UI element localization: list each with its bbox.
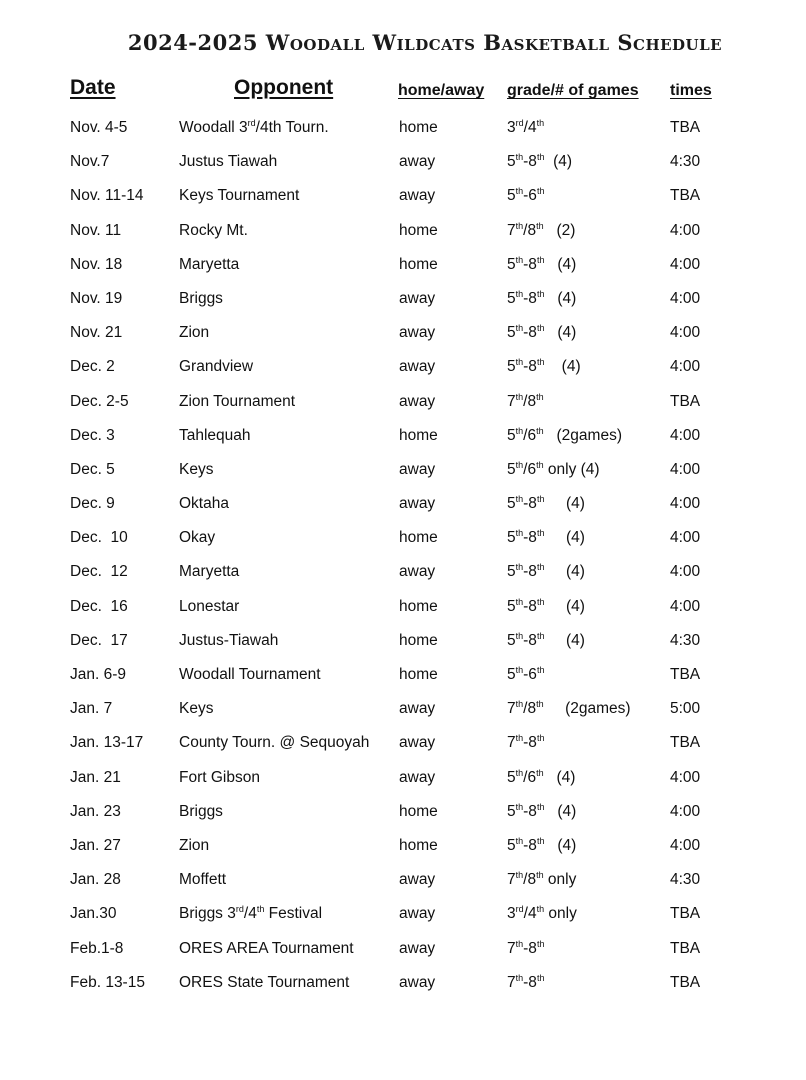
- row-time: 4:30: [670, 631, 701, 649]
- row-home-away: home: [399, 836, 438, 854]
- table-row: [0, 761, 806, 795]
- row-home-away: home: [399, 529, 438, 547]
- row-opponent: Keys Tournament: [179, 187, 300, 205]
- row-date: Feb.1-8: [70, 939, 124, 957]
- row-home-away: home: [399, 221, 438, 239]
- row-time: 4:00: [670, 529, 701, 547]
- row-time: 4:00: [670, 324, 701, 342]
- table-row: [0, 863, 806, 897]
- row-home-away: away: [399, 563, 436, 581]
- table-row: [0, 111, 806, 145]
- header-date: Date: [70, 76, 116, 99]
- row-home-away: away: [399, 700, 436, 718]
- table-row: [0, 145, 806, 179]
- table-row: [0, 692, 806, 726]
- row-date: Jan. 6-9: [70, 666, 127, 683]
- table-row: [0, 795, 806, 829]
- row-date: Dec. 9: [70, 495, 115, 513]
- row-date: Nov. 21: [70, 324, 123, 342]
- row-date: Jan. 21: [70, 768, 121, 786]
- row-date: Dec. 12: [70, 563, 128, 581]
- row-time: 4:00: [670, 358, 701, 376]
- row-grade-games: 3rd/4th only: [507, 904, 577, 923]
- row-time: 4:30: [670, 871, 701, 889]
- row-opponent: Maryetta: [179, 563, 240, 581]
- row-time: TBA: [670, 392, 701, 410]
- row-opponent: Fort Gibson: [179, 768, 260, 786]
- row-opponent: Maryetta: [179, 255, 240, 273]
- row-grade-games: 5th-8th (4): [507, 630, 585, 649]
- row-grade-games: 5th-8th (4): [507, 562, 585, 581]
- row-time: 4:00: [670, 495, 701, 513]
- table-row: [0, 897, 806, 931]
- table-row: [0, 932, 806, 966]
- row-opponent: Justus-Tiawah: [179, 631, 279, 649]
- table-row: [0, 590, 806, 624]
- row-grade-games: 5th-8th (4): [507, 494, 585, 513]
- row-date: Feb. 13-15: [70, 973, 145, 991]
- table-row: [0, 555, 806, 589]
- schedule-title: 2024-2025 Woodall Wildcats Basketball Schedule: [127, 30, 723, 55]
- row-opponent: Zion: [179, 324, 210, 342]
- row-grade-games: 5th/6th only (4): [507, 459, 600, 478]
- table-row: [0, 282, 806, 316]
- row-grade-games: 5th-8th (4): [507, 596, 585, 615]
- row-home-away: home: [399, 426, 438, 444]
- row-opponent: Zion: [179, 836, 210, 854]
- row-grade-games: 7th-8th: [507, 938, 545, 957]
- row-opponent: Woodall Tournament: [179, 666, 321, 683]
- row-opponent: Okay: [179, 529, 216, 547]
- row-home-away: away: [399, 324, 436, 342]
- row-time: TBA: [670, 119, 701, 136]
- row-time: 4:00: [670, 255, 701, 273]
- row-date: Nov. 11: [70, 221, 122, 239]
- schedule-table: [0, 111, 806, 1000]
- row-home-away: away: [399, 939, 436, 957]
- row-home-away: home: [399, 119, 438, 136]
- row-opponent: Briggs: [179, 289, 223, 307]
- row-date: Nov. 11-14: [70, 187, 144, 205]
- table-row: [0, 316, 806, 350]
- row-time: TBA: [670, 187, 701, 205]
- row-home-away: away: [399, 289, 436, 307]
- table-row: [0, 487, 806, 521]
- row-grade-games: 5th-8th (4): [507, 835, 577, 854]
- row-home-away: away: [399, 153, 436, 171]
- row-opponent: Zion Tournament: [179, 392, 296, 410]
- row-date: Jan.30: [70, 905, 117, 923]
- row-home-away: home: [399, 666, 438, 683]
- row-grade-games: 5th-8th (4): [507, 357, 581, 376]
- row-opponent: Woodall 3rd/4th Tourn.: [179, 118, 329, 136]
- row-time: 4:00: [670, 836, 701, 854]
- row-opponent: ORES AREA Tournament: [179, 939, 354, 957]
- header-times: times: [670, 82, 712, 99]
- row-grade-games: 5th/6th (2games): [507, 425, 622, 444]
- table-row: [0, 726, 806, 760]
- row-home-away: home: [399, 597, 438, 615]
- table-row: [0, 521, 806, 555]
- row-grade-games: 5th-8th (4): [507, 528, 585, 547]
- row-grade-games: 5th-6th: [507, 665, 545, 683]
- header-home-away: home/away: [398, 82, 485, 99]
- row-home-away: away: [399, 187, 436, 205]
- row-home-away: away: [399, 973, 436, 991]
- row-opponent: Moffett: [179, 871, 227, 889]
- row-opponent: Keys: [179, 460, 214, 478]
- table-row: [0, 214, 806, 248]
- row-date: Jan. 27: [70, 836, 121, 854]
- row-time: 4:00: [670, 563, 701, 581]
- row-date: Dec. 2: [70, 358, 115, 376]
- row-date: Jan. 13-17: [70, 734, 144, 752]
- row-time: 4:00: [670, 802, 701, 820]
- row-time: 4:00: [670, 460, 701, 478]
- row-date: Jan. 7: [70, 700, 113, 718]
- row-grade-games: 5th-8th (4): [507, 254, 577, 273]
- row-home-away: away: [399, 871, 436, 889]
- row-grade-games: 7th/8th (2games): [507, 699, 631, 718]
- table-row: [0, 350, 806, 384]
- row-time: 4:00: [670, 768, 701, 786]
- row-opponent: Tahlequah: [179, 426, 251, 444]
- row-time: 4:00: [670, 426, 701, 444]
- row-grade-games: 7th-8th: [507, 733, 545, 752]
- row-grade-games: 3rd/4th: [507, 118, 545, 136]
- row-home-away: home: [399, 255, 438, 273]
- row-time: 4:00: [670, 221, 701, 239]
- row-grade-games: 5th/6th (4): [507, 767, 576, 786]
- row-time: TBA: [670, 734, 701, 752]
- table-row: [0, 248, 806, 282]
- row-date: Nov. 4-5: [70, 119, 128, 136]
- row-grade-games: 5th-8th (4): [507, 323, 577, 342]
- row-time: TBA: [670, 973, 701, 991]
- row-date: Nov.7: [70, 153, 110, 171]
- row-grade-games: 7th/8th (2): [507, 220, 576, 239]
- row-time: TBA: [670, 939, 701, 957]
- row-date: Dec. 2-5: [70, 392, 129, 410]
- row-grade-games: 5th-8th (4): [507, 801, 577, 820]
- row-grade-games: 5th-8th (4): [507, 288, 577, 307]
- row-time: TBA: [670, 666, 701, 683]
- header-opponent: Opponent: [234, 76, 334, 99]
- row-opponent: Briggs: [179, 802, 223, 820]
- row-grade-games: 5th-8th (4): [507, 152, 573, 171]
- row-date: Nov. 18: [70, 255, 123, 273]
- row-home-away: away: [399, 734, 436, 752]
- row-grade-games: 7th/8th only: [507, 870, 577, 889]
- row-grade-games: 7th/8th: [507, 391, 544, 410]
- table-row: [0, 179, 806, 213]
- row-opponent: Oktaha: [179, 495, 229, 513]
- row-home-away: home: [399, 802, 438, 820]
- row-date: Dec. 10: [70, 529, 128, 547]
- table-row: [0, 385, 806, 419]
- row-home-away: away: [399, 460, 436, 478]
- table-row: [0, 419, 806, 453]
- table-row: [0, 658, 806, 692]
- row-grade-games: 7th-8th: [507, 972, 545, 991]
- row-date: Dec. 17: [70, 631, 128, 649]
- row-date: Dec. 5: [70, 460, 115, 478]
- row-home-away: away: [399, 905, 436, 923]
- row-time: 4:00: [670, 597, 701, 615]
- row-grade-games: 5th-6th: [507, 186, 545, 205]
- row-home-away: away: [399, 392, 436, 410]
- table-row: [0, 829, 806, 863]
- row-home-away: away: [399, 358, 436, 376]
- row-time: 4:30: [670, 153, 701, 171]
- row-time: 5:00: [670, 700, 701, 718]
- row-home-away: away: [399, 768, 436, 786]
- table-row: [0, 966, 806, 1000]
- row-opponent: Rocky Mt.: [179, 221, 248, 239]
- row-date: Jan. 28: [70, 871, 121, 889]
- row-date: Dec. 16: [70, 597, 128, 615]
- header-grade-games: grade/# of games: [507, 82, 639, 99]
- row-date: Jan. 23: [70, 802, 121, 820]
- row-date: Dec. 3: [70, 426, 115, 444]
- row-opponent: Grandview: [179, 358, 254, 376]
- table-row: [0, 624, 806, 658]
- row-opponent: ORES State Tournament: [179, 973, 350, 991]
- row-opponent: County Tourn. @ Sequoyah: [179, 734, 370, 752]
- row-opponent: Justus Tiawah: [179, 153, 278, 171]
- row-date: Nov. 19: [70, 289, 123, 307]
- row-opponent: Lonestar: [179, 597, 240, 615]
- row-opponent: Keys: [179, 700, 214, 718]
- row-time: 4:00: [670, 289, 701, 307]
- row-home-away: home: [399, 631, 438, 649]
- row-opponent: Briggs 3rd/4th Festival: [179, 904, 323, 923]
- row-home-away: away: [399, 495, 436, 513]
- table-row: [0, 453, 806, 487]
- row-time: TBA: [670, 905, 701, 923]
